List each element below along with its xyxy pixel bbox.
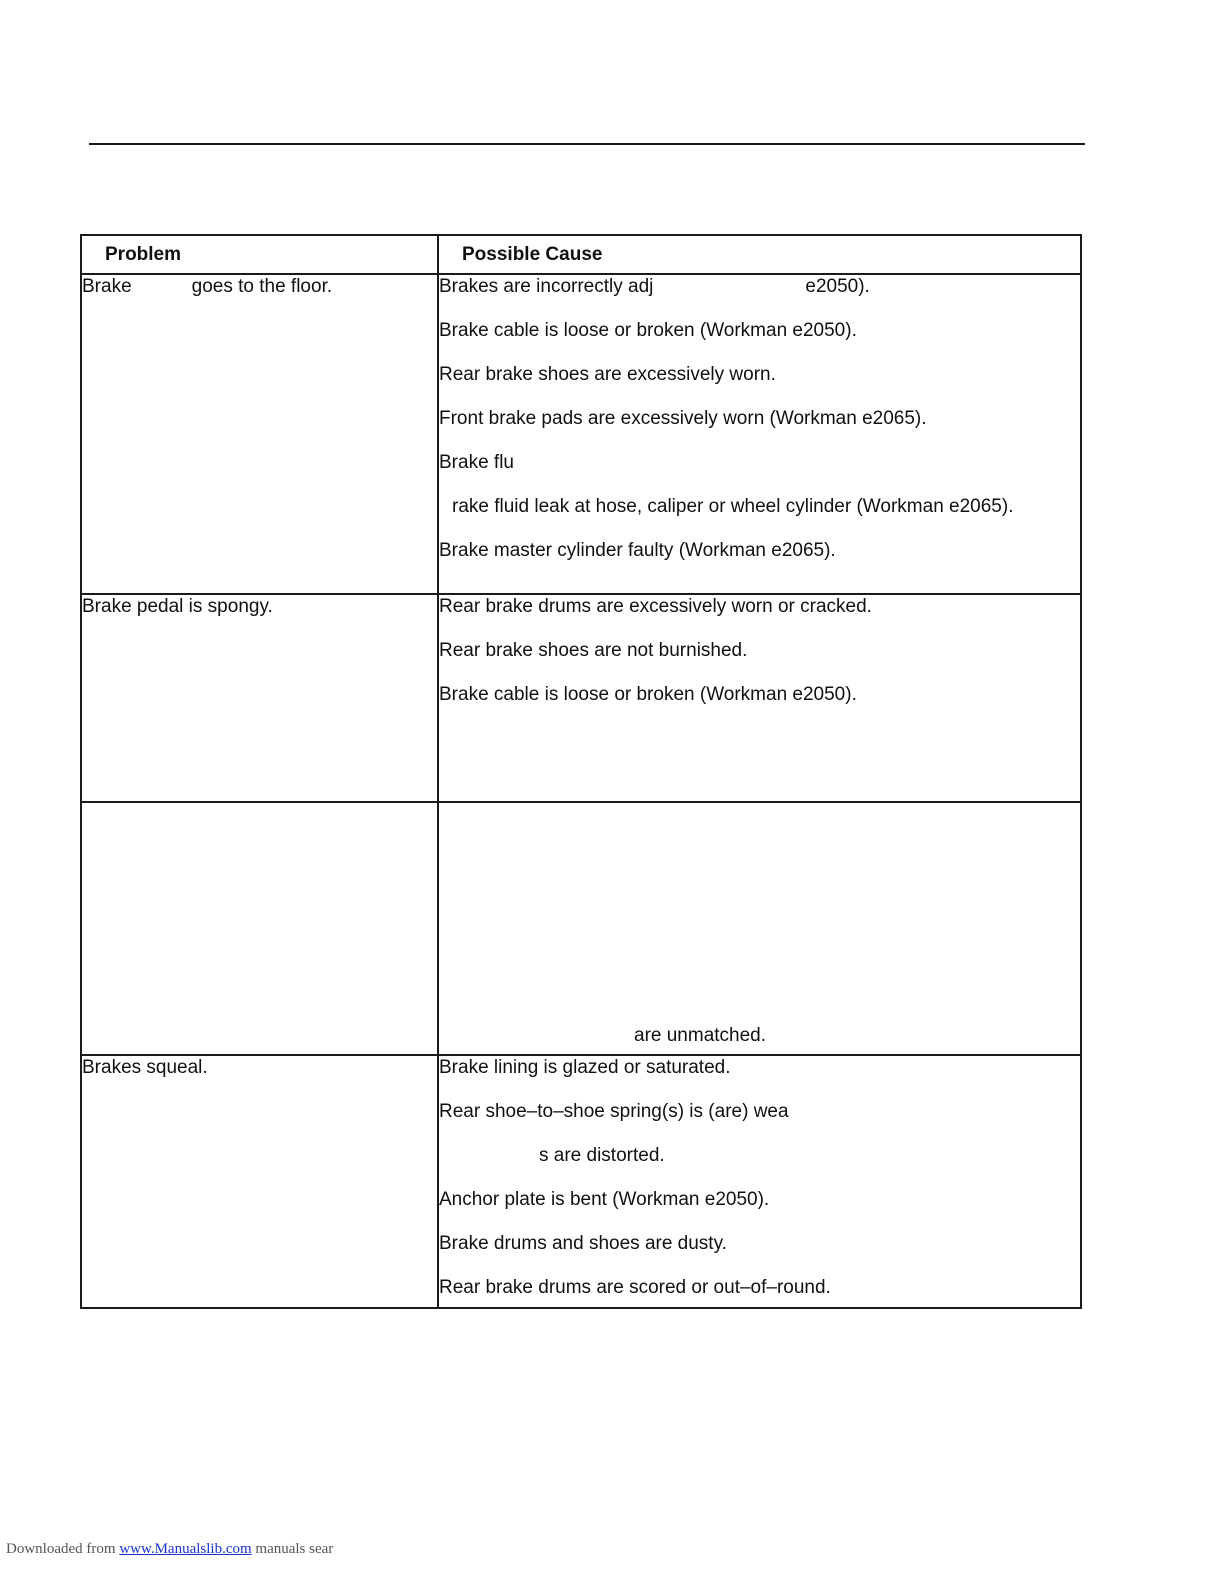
cause-item: Rear brake drums are excessively worn or cracked.	[439, 596, 872, 617]
cause-item: s are distorted.	[539, 1145, 665, 1166]
footer-suffix: manuals sear	[255, 1541, 334, 1557]
table-row	[81, 802, 1081, 1055]
cause-item: Brake cable is loose or broken (Workman e2050).	[439, 320, 857, 341]
cause-item: Brake cable is loose or broken (Workman e2050).	[439, 684, 857, 705]
cause-item: rake fluid leak at hose, caliper or wheel cylinder (Workman e2065).	[452, 496, 1014, 517]
troubleshooting-table	[80, 234, 1082, 1309]
cause-text-part2: e2050).	[805, 276, 870, 297]
problem-cell	[81, 274, 438, 594]
manualslib-link[interactable]: www.Manualslib.com	[119, 1541, 252, 1557]
problem-cell: Brake pedal is spongy.	[81, 594, 438, 802]
problem-cell	[81, 802, 438, 1055]
table-row	[81, 274, 1081, 594]
cause-item: Front brake pads are excessively worn (Workman e2065).	[439, 408, 927, 429]
cause-item: Rear brake shoes are not burnished.	[439, 640, 748, 661]
table-row	[81, 594, 1081, 802]
cause-item: Brake master cylinder faulty (Workman e2065).	[439, 540, 836, 561]
download-footer	[6, 1541, 333, 1558]
cause-item: Brake drums and shoes are dusty.	[439, 1233, 727, 1254]
cause-item: Rear brake drums are scored or out–of–round.	[439, 1277, 831, 1298]
cause-item	[439, 275, 1080, 299]
cause-cell	[438, 1055, 1081, 1308]
cause-item: Brake flu	[439, 452, 514, 473]
problem-cell: Brakes squeal.	[81, 1055, 438, 1308]
cause-cell	[438, 802, 1081, 1055]
problem-text-part2: goes to the floor.	[191, 276, 333, 297]
cause-cell	[438, 594, 1081, 802]
cause-item: Rear brake shoes are excessively worn.	[439, 364, 776, 385]
table-row	[81, 1055, 1081, 1308]
cause-item: Rear shoe–to–shoe spring(s) is (are) wea	[439, 1101, 789, 1122]
cause-item: Brake lining is glazed or saturated.	[439, 1057, 731, 1078]
problem-text-part1: Brake	[82, 276, 132, 297]
problem-column-header: Problem	[81, 235, 438, 274]
cause-column-header: Possible Cause	[438, 235, 1081, 274]
table-header-row	[81, 235, 1081, 274]
header-divider	[89, 143, 1085, 145]
cause-item: Anchor plate is bent (Workman e2050).	[439, 1189, 770, 1210]
footer-prefix: Downloaded from	[6, 1541, 116, 1557]
cause-cell	[438, 274, 1081, 594]
cause-text-part1: Brakes are incorrectly adj	[439, 276, 654, 297]
cause-item: are unmatched.	[634, 1025, 767, 1046]
